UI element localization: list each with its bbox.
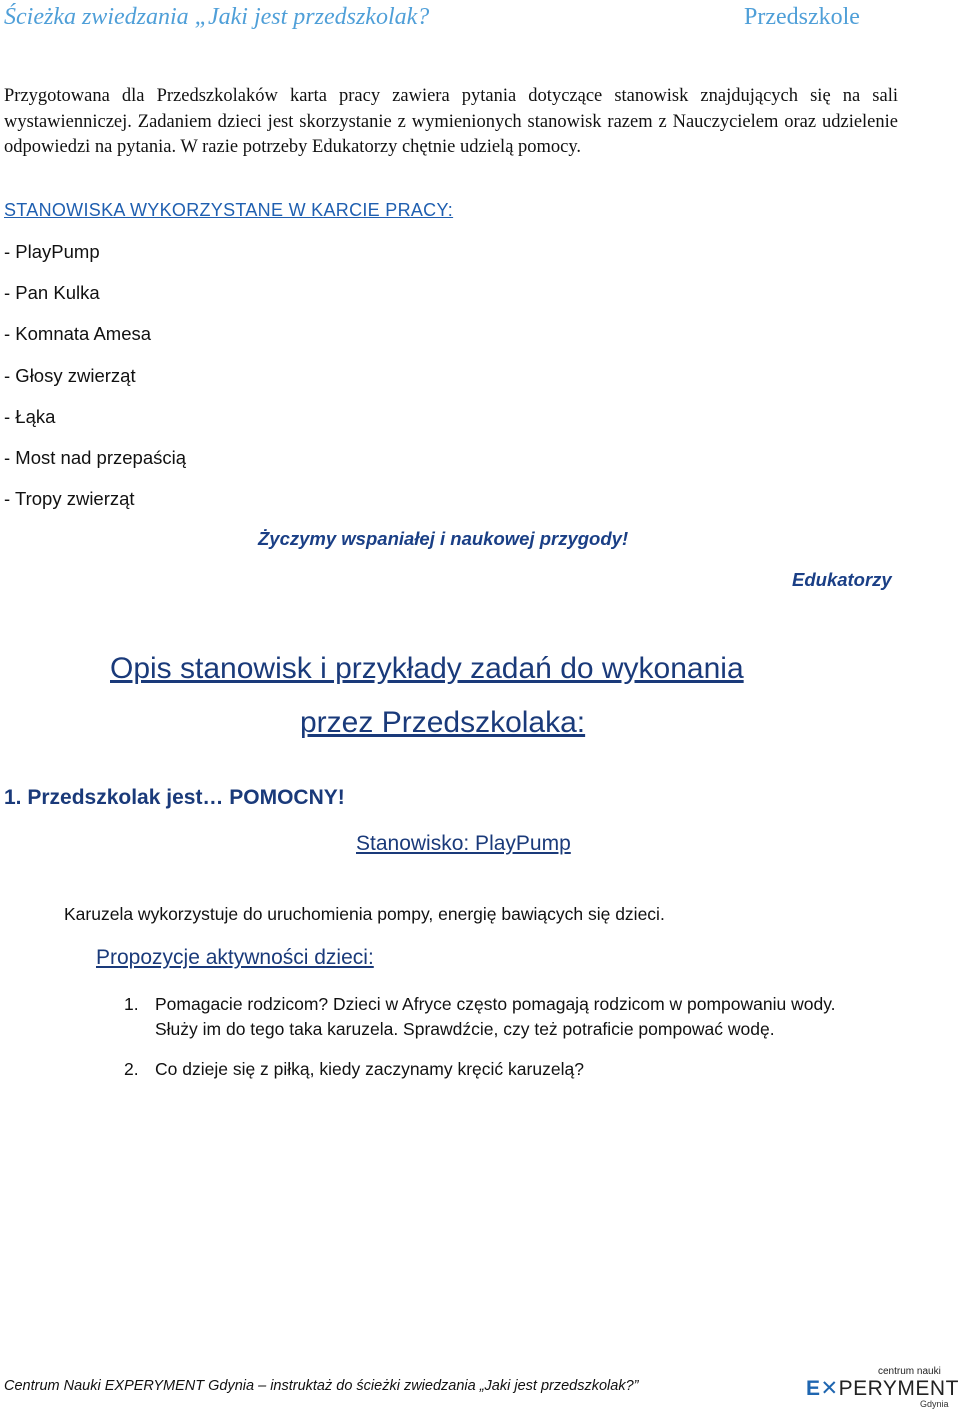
station-item: - Głosy zwierząt — [4, 364, 136, 386]
station-item: - PlayPump — [4, 241, 100, 262]
task-item — [124, 1057, 864, 1082]
item-heading: 1. Przedszkolak jest… POMOCNY! — [4, 786, 345, 809]
station-title: Stanowisko: PlayPump — [356, 832, 571, 855]
wish-text: Życzymy wspaniałej i naukowej przygody! — [258, 528, 629, 549]
stations-heading: STANOWISKA WYKORZYSTANE W KARCIE PRACY: — [4, 200, 454, 220]
station-description: Karuzela wykorzystuje do uruchomienia pompy, energię bawiących się dzieci. — [64, 904, 665, 924]
logo-sub-text: Gdynia — [920, 1399, 949, 1409]
logo-top-text: centrum nauki — [878, 1366, 941, 1377]
station-item: - Most nad przepaścią — [4, 446, 187, 468]
header-title: Ścieżka zwiedzania „Jaki jest przedszkolak? — [4, 4, 430, 30]
experyment-logo — [806, 1366, 959, 1410]
stations-list — [4, 240, 186, 528]
proposals-heading: Propozycje aktywności dzieci: — [96, 946, 374, 969]
logo-x-mark: E✕ — [806, 1377, 839, 1400]
station-item: - Komnata Amesa — [4, 323, 152, 345]
logo-main-text — [806, 1376, 959, 1401]
task-number: 1. — [124, 994, 139, 1014]
section-title-line1: Opis stanowisk i przykłady zadań do wykonania — [110, 652, 744, 685]
section-title-line2: przez Przedszkolaka: — [300, 706, 586, 739]
task-item — [124, 992, 864, 1041]
station-item: - Pan Kulka — [4, 282, 100, 304]
station-item: - Łąka — [4, 405, 56, 427]
footer-text: Centrum Nauki EXPERYMENT Gdynia – instruktaż do ścieżki zwiedzania „Jaki jest przedszkolak?” — [4, 1378, 639, 1394]
logo-main-rest: PERYMENT — [838, 1377, 959, 1400]
intro-paragraph: Przygotowana dla Przedszkolaków karta pracy zawiera pytania dotyczące stanowisk znajdujących się na sali wystawienniczej. Zadaniem dzieci jest skorzystanie z wymienionych stanowisk razem z Nauczycielem oraz udzielenie odpowiedzi na pytania. W razie potrzeby Edukatorzy chętnie udzielą pomocy. — [4, 86, 898, 157]
task-text: Pomagacie rodzicom? Dzieci w Afryce często pomagają rodzicom w pompowaniu wody. Służy im do tego taka karuzela. Sprawdźcie, czy też potraficie pompować wodę. — [155, 994, 836, 1039]
signature: Edukatorzy — [792, 569, 892, 590]
task-number: 2. — [124, 1059, 139, 1079]
task-list — [124, 992, 864, 1098]
station-item: - Tropy zwierząt — [4, 488, 135, 510]
header-category: Przedszkole — [744, 4, 860, 30]
task-text: Co dzieje się z piłką, kiedy zaczynamy kręcić karuzelą? — [155, 1059, 584, 1079]
